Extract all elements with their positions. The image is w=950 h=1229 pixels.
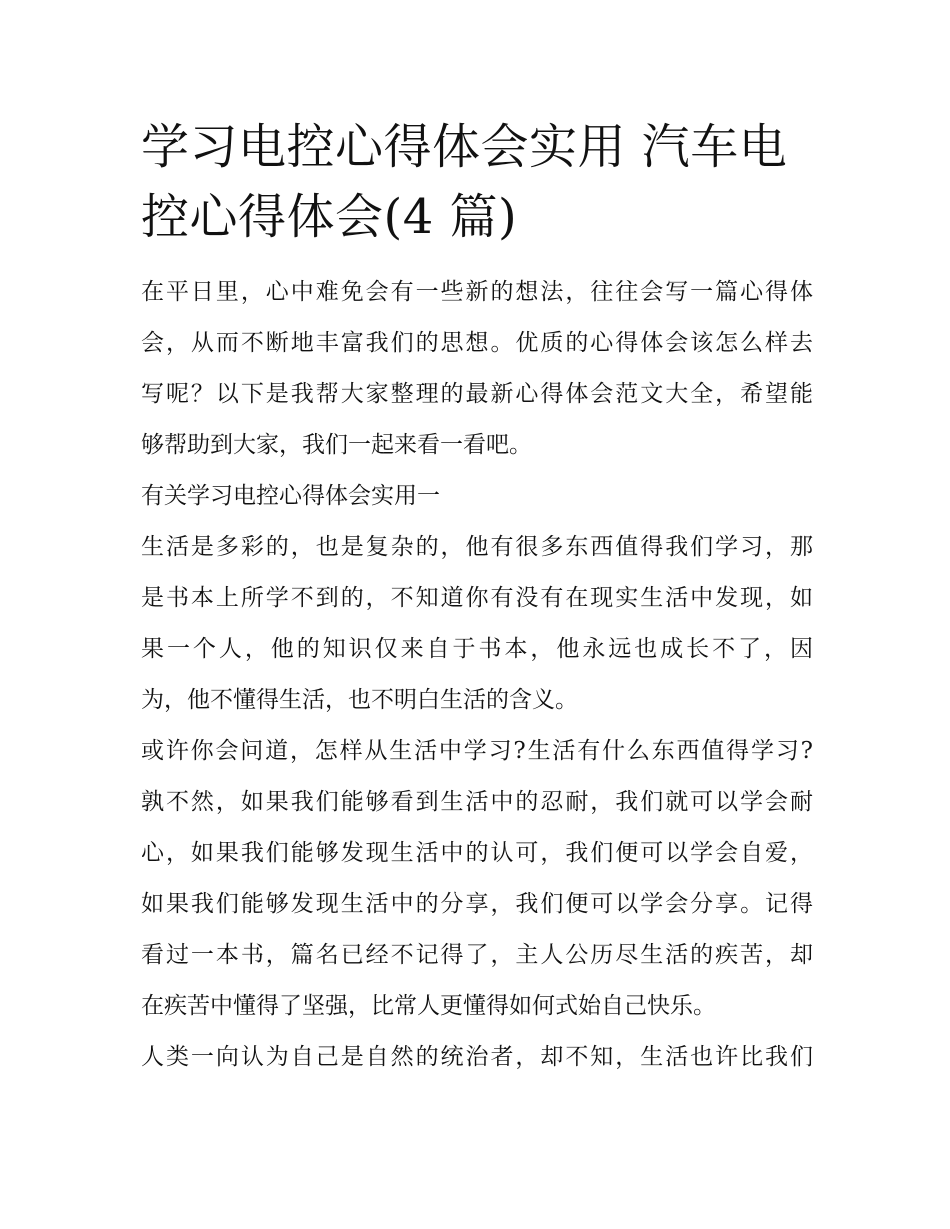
- text-line: 看过一本书，篇名已经不记得了，主人公历尽生活的疾苦，却: [141, 942, 813, 968]
- text-line: 会，从而不断地丰富我们的思想。优质的心得体会该怎么样去: [141, 330, 813, 356]
- text-line: 人类一向认为自己是自然的统治者，却不知，生活也许比我们: [141, 1044, 813, 1070]
- document-body: [141, 112, 813, 1083]
- title-line: 学习电控心得体会实用 汽车电: [141, 119, 788, 175]
- title-line: 控心得体会(4 篇): [141, 189, 518, 245]
- text-line: 在平日里，心中难免会有一些新的想法，往往会写一篇心得体: [141, 279, 813, 305]
- text-line: 或许你会问道，怎样从生活中学习?生活有什么东西值得学习?: [141, 738, 813, 764]
- text-line: 写呢？以下是我帮大家整理的最新心得体会范文大全，希望能: [141, 381, 813, 407]
- document-title: [141, 112, 813, 252]
- text-line: 心，如果我们能够发现生活中的认可，我们便可以学会自爱，: [141, 840, 813, 866]
- text-line: 在疾苦中懂得了坚强，比常人更懂得如何式始自己快乐。: [141, 993, 716, 1019]
- text-line: 如果我们能够发现生活中的分享，我们便可以学会分享。记得: [141, 891, 813, 917]
- body-paragraph: [141, 726, 813, 1032]
- intro-paragraph: [141, 267, 813, 471]
- body-paragraph: [141, 522, 813, 726]
- text-line: 够帮助到大家，我们一起来看一看吧。: [141, 432, 532, 458]
- text-line: 孰不然，如果我们能够看到生活中的忍耐，我们就可以学会耐: [141, 789, 813, 815]
- text-line: 是书本上所学不到的，不知道你有没有在现实生活中发现，如: [141, 585, 813, 611]
- body-paragraph: [141, 1032, 813, 1083]
- text-line: 生活是多彩的，也是复杂的，他有很多东西值得我们学习，那: [141, 534, 813, 560]
- text-line: 有关学习电控心得体会实用一: [141, 483, 440, 509]
- section-heading: [141, 471, 813, 522]
- text-line: 果一个人，他的知识仅来自于书本，他永远也成长不了，因: [141, 636, 813, 662]
- text-line: 为，他不懂得生活，也不明白生活的含义。: [141, 687, 578, 713]
